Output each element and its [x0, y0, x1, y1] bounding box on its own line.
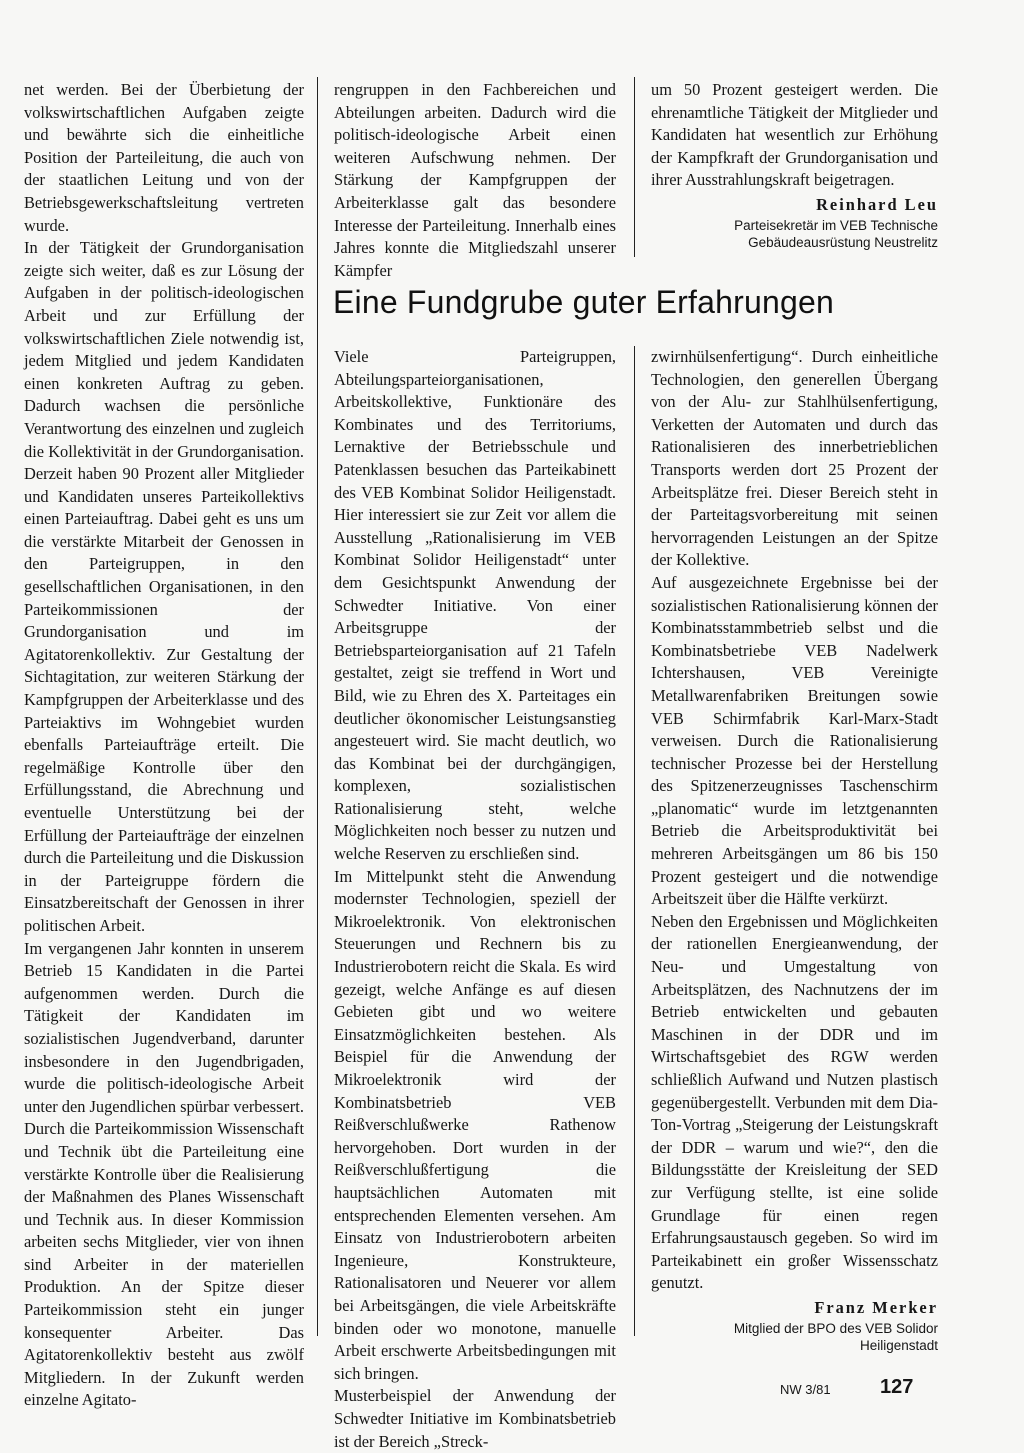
- article2-column-middle: [334, 346, 616, 1453]
- paragraph: Neben den Ergebnissen und Möglichkeiten der rationellen Energieanwendung, der Neu- und Umgestaltung von Arbeitsplätzen, des Nachnutzens der im Betrieb entwickelten und gebauten Maschinen in der DDR und im Wirtschaftsgebiet des RGW werden schließlich Aufwand und Nutzen plastisch gegenübergestellt. Verbunden mit dem Dia-Ton-Vortrag „Steigerung der Leistungskraft der DDR – warum und wie?“, den die Bildungsstätte der Kreisleitung der SED zur Verfügung stellte, ist eine solide Grundlage für einen regen Erfahrungsaustausch gegeben. So wird im Parteikabinett ein großer Wissensschatz genutzt.: [651, 911, 938, 1293]
- article2-affiliation-line: Mitglied der BPO des VEB Solidor: [733, 1320, 938, 1336]
- paragraph: Im vergangenen Jahr konnten in unserem Betrieb 15 Kandidaten in die Partei aufgenommen werden. Durch die Tätigkeit der Kandidaten im sozialistischen Jugendverband, darunter insbesondere in den Jugendbrigaden, wurde die politisch-ideologische Arbeit unter den Jugendlichen spürbar verbessert.: [24, 938, 304, 1116]
- paragraph: In der Tätigkeit der Grundorganisation zeigte sich weiter, daß es zur Lösung der Aufgaben in der politisch-ideologischen Arbeit und zur Erfüllung der volkswirtschaftlichen Ziele notwendig ist, jedem Mitglied und jedem Kandidaten einen konkreten Auftrag zu geben. Dadurch wachsen die persönliche Verantwortung des einzelnen und zugleich die Kollektivität in der Grundorganisation. Derzeit haben 90 Prozent aller Mitglieder und Kandidaten unseres Parteikollektivs einen Parteiauftrag. Dabei geht es uns um die verstärkte Mitarbeit der Genossen in den Parteigruppen, in den gesellschaftlichen Organisationen, in den Parteikommissionen der Grundorganisation und im Agitatorenkollektiv. Zur Gestaltung der Sichtagitation, zur weiteren Stärkung der Kampfgruppen der Arbeiterklasse und des Parteiaktivs im Wohngebiet wurden ebenfalls Parteiaufträge erteilt. Die regelmäßige Kontrolle über den Erfüllungsstand, die Abrechnung und eventuelle Unterstützung bei der Erfüllung der Parteiaufträge der einzelnen durch die Parteileitung und die Diskussion in der Parteigruppe fördern die Einsatzbereitschaft der Genossen in ihrer politischen Arbeit.: [24, 238, 304, 935]
- paragraph: net werden. Bei der Überbietung der volkswirtschaftlichen Aufgaben zeigte und bewährte sich die einheitliche Position der Parteileitung, die auch von der staatlichen Leitung und von der Betriebsgewerkschaftsleitung vertreten wurde.: [24, 80, 304, 235]
- article1-affiliation-line: Gebäudeausrüstung Neustrelitz: [748, 234, 938, 250]
- paragraph: Viele Parteigruppen, Abteilungsparteiorganisationen, Arbeitskollektive, Funktionäre des Kombinates und des Territoriums, Lernaktive der Betriebsschule und Patenklassen besuchen das Parteikabinett des VEB Kombinat Solidor Heiligenstadt. Hier interessiert sie zur Zeit vor allem die Ausstellung „Rationalisierung im VEB Kombinat Solidor Heiligenstadt“ unter dem Gesichtspunkt Anwendung der Schwedter Initiative. Von einer Arbeitsgruppe der Betriebsparteiorganisation auf 21 Tafeln gestaltet, zeigt sie treffend in Wort und Bild, wie zu Ehren des X. Parteitages ein deutlicher ökonomischer Leistungsanstieg angesteuert wird. Sie macht deutlich, wo das Kombinat bei der durchgängigen, komplexen, sozialistischen Rationalisierung steht, welche Möglichkeiten noch besser zu nutzen und welche Reserven zu erschließen sind.: [334, 347, 616, 864]
- paragraph: um 50 Prozent gesteigert werden. Die ehrenamtliche Tätigkeit der Mitglieder und Kandidaten hat wesentlich zur Erhöhung der Kampfkraft der Grundorganisation und ihrer Ausstrahlungskraft beigetragen.: [651, 80, 938, 190]
- paragraph: zwirnhülsenfertigung“. Durch einheitliche Technologien, den generellen Übergang von der Alu- zur Stahlhülsenfertigung, Verketten der Automaten und durch das Rationalisieren des innerbetrieblichen Transports werden dort 25 Prozent der Arbeitsplätze frei. Dieser Bereich steht in der Parteitagsvorbereitung mit seinen hervorragenden Leistungen an der Spitze der Kollektive.: [651, 347, 938, 570]
- paragraph: Musterbeispiel der Anwendung der Schwedter Initiative im Kombinatsbetrieb ist der Bereich „Streck-: [334, 1386, 616, 1451]
- column-divider: [634, 346, 635, 1336]
- paragraph: Auf ausgezeichnete Ergebnisse bei der sozialistischen Rationalisierung können der Kombinatsstammbetrieb selbst und die Kombinatsbetriebe VEB Nadelwerk Ichtershausen, VEB Vereinigte Metallwarenfabriken Breitungen sowie VEB Schirmfabrik Karl-Marx-Stadt verweisen. Durch die Rationalisierung technischer Prozesse bei der Herstellung des Spitzenerzeugnisses Taschenschirm „planomatic“ wurde im letztgenannten Betrieb die Arbeitsproduktivität bei mehreren Arbeitsgängen um 86 bis 150 Prozent gesteigert und die notwendige Arbeitszeit über die Hälfte verkürzt.: [651, 572, 938, 909]
- article1-affiliation-line: Parteisekretär im VEB Technische: [734, 217, 938, 233]
- paragraph: Im Mittelpunkt steht die Anwendung modernster Technologien, speziell der Mikroelektronik. Von elektronischen Steuerungen und Rechnern bis zu Industrierobotern reicht die Skala. Es wird gezeigt, welche Anfänge es auf diesen Gebieten gibt und wo weitere Einsatzmöglichkeiten bestehen. Als Beispiel für die Anwendung der Mikroelektronik wird der Kombinatsbetrieb VEB Reißverschlußwerke Rathenow hervorgehoben. Dort wurden in der Reißverschlußfertigung die hauptsächlichen Automaten mit entsprechenden Elementen versehen. Am Einsatz von Industrierobotern arbeiten Ingenieure, Konstrukteure, Rationalisatoren und Neuerer vor allem bei Arbeitsgängen, die viele Arbeitskräfte binden oder wo monotone, manuelle Arbeit erschwerte Arbeitsbedingungen mit sich bringen.: [334, 866, 616, 1383]
- paragraph: rengruppen in den Fachbereichen und Abteilungen arbeiten. Dadurch wird die politisch-ideologische Arbeit einen weiteren Aufschwung nehmen. Der Stärkung der Kampfgruppen der Arbeiterklasse galt das besondere Interesse der Parteileitung. Innerhalb eines Jahres konnte die Mitgliedszahl unserer Kämpfer: [334, 80, 616, 280]
- issue-number: NW 3/81: [780, 1382, 831, 1397]
- article1-column-right: [651, 79, 938, 251]
- column-divider: [317, 266, 318, 1336]
- article1-column-left: [24, 79, 304, 1412]
- article2-headline: Eine Fundgrube guter Erfahrungen: [333, 284, 834, 320]
- page-number: 127: [880, 1376, 914, 1398]
- article2-affiliation-line: Heiligenstadt: [859, 1337, 938, 1353]
- article2-column-right: [651, 346, 938, 1354]
- column-divider: [634, 77, 635, 257]
- paragraph: Durch die Parteikommission Wissenschaft und Technik übt die Parteileitung eine verstärkte Kontrolle über die Realisierung der Maßnahmen des Planes Wissenschaft und Technik aus. In dieser Kommission arbeiten sechs Mitglieder, vier von ihnen sind Arbeiter in der materiellen Produktion. An der Spitze dieser Parteikommission steht ein junger konsequenter Arbeiter. Das Agitatorenkollektiv besteht aus zwölf Mitgliedern. In der Zukunft werden einzelne Agitato-: [24, 1119, 304, 1410]
- article1-author: Reinhard Leu: [816, 194, 938, 214]
- article2-author: Franz Merker: [814, 1297, 938, 1317]
- article1-column-middle: [334, 79, 616, 282]
